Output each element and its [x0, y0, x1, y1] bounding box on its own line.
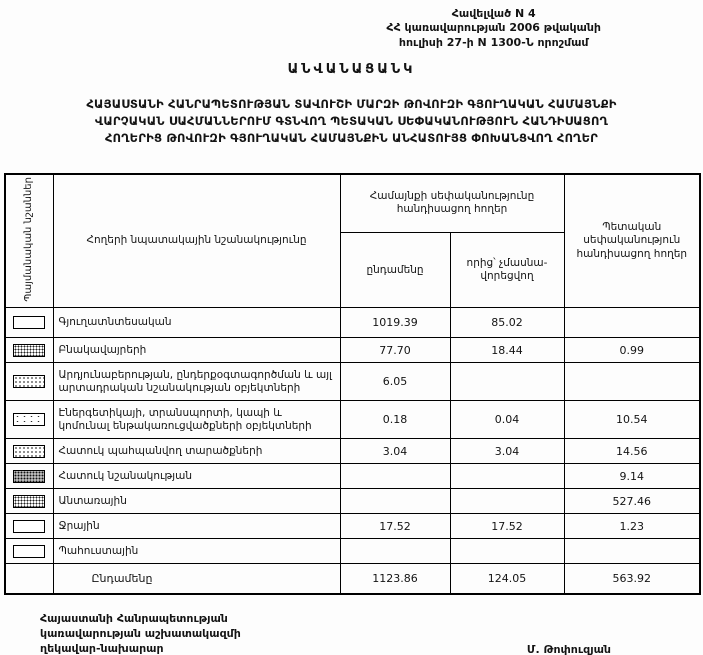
land-category-label: Բնակավայրերի [53, 338, 340, 363]
value-not-privatized [450, 363, 564, 401]
legend-symbol-cell-empty [5, 564, 53, 594]
signature-name: Մ. Թոփուզյան [526, 643, 611, 655]
land-category-label: Հատուկ պահպանվող տարածքների [53, 439, 340, 464]
legend-symbol-cell [5, 539, 53, 564]
legend-pattern-icon [13, 375, 45, 388]
value-not-privatized: 17.52 [450, 514, 564, 539]
land-category-label: Պահուստային [53, 539, 340, 564]
table-header-row-1 [5, 174, 700, 233]
purpose-column-header: Հողերի նպատակային նշանակությունը [53, 174, 340, 308]
table-row [5, 489, 700, 514]
value-community-total: 3.04 [340, 439, 450, 464]
legend-pattern-icon [13, 445, 45, 458]
value-community-total: 0.18 [340, 401, 450, 439]
legend-pattern-icon [13, 413, 45, 426]
legend-symbol-cell [5, 308, 53, 338]
legend-pattern-icon [13, 495, 45, 508]
total-row [5, 564, 700, 594]
value-state [564, 363, 700, 401]
legend-symbol-cell [5, 338, 53, 363]
value-not-privatized: 0.04 [450, 401, 564, 439]
value-not-privatized: 18.44 [450, 338, 564, 363]
total-community: 1123.86 [340, 564, 450, 594]
legend-pattern-icon [13, 545, 45, 558]
value-state [564, 539, 700, 564]
subtitle-line-3: ՀՈՂԵՐԻՑ ԹՈՎՈՒԶԻ ԳՅՈՒՂԱԿԱՆ ՀԱՄԱՅՆՔԻՆ ԱՆՀԱՏՈՒՅՑ ՓՈԽԱՆՑՎՈՂ ՀՈՂԵՐ [104, 131, 599, 146]
value-not-privatized [450, 489, 564, 514]
appendix-line-1: Հավելված N 4 [451, 7, 536, 20]
document-title: ԱՆՎԱՆԱՑԱՆԿ [287, 61, 416, 77]
value-state: 10.54 [564, 401, 700, 439]
table-row [5, 308, 700, 338]
value-not-privatized: 3.04 [450, 439, 564, 464]
value-state: 14.56 [564, 439, 700, 464]
subtitle-line-1: ՀԱՅԱՍՏԱՆԻ ՀԱՆՐԱՊԵՏՈՒԹՅԱՆ ՏԱՎՈՒՇԻ ՄԱՐԶԻ ԹՈՎՈՒԶԻ ԳՅՈՒՂԱԿԱՆ ՀԱՄԱՅՆՔԻ [86, 96, 617, 111]
value-community-total [340, 464, 450, 489]
appendix-line-3: հուլիսի 27-ի N 1300-Ն որոշմամ [398, 35, 589, 49]
value-state: 9.14 [564, 464, 700, 489]
table-row [5, 514, 700, 539]
land-distribution-table [4, 173, 701, 595]
legend-pattern-icon [13, 520, 45, 533]
state-column-header: Պետական սեփականություն հանդիսացող հողեր [564, 174, 700, 308]
value-state [564, 308, 700, 338]
value-state: 1.23 [564, 514, 700, 539]
total-column-header: ընդամենը [340, 233, 450, 308]
appendix-reference [386, 7, 601, 50]
legend-pattern-icon [13, 470, 45, 483]
table-row [5, 539, 700, 564]
value-not-privatized: 85.02 [450, 308, 564, 338]
land-category-label: Գյուղատնտեսական [53, 308, 340, 338]
total-row-label: Ընդամենը [53, 564, 340, 594]
total-not-privatized: 124.05 [450, 564, 564, 594]
land-category-label: Անտառային [53, 489, 340, 514]
legend-column-header-label: Պայմանական նշաններ [23, 176, 35, 302]
footer-line-3: ղեկավար-նախարար [40, 641, 164, 655]
table-row [5, 464, 700, 489]
value-community-total: 17.52 [340, 514, 450, 539]
legend-column-header [5, 174, 53, 308]
footer-line-1: Հայաստանի Հանրապետության [40, 611, 228, 625]
land-category-label: Հատուկ նշանակության [53, 464, 340, 489]
value-community-total [340, 489, 450, 514]
footer-office [40, 612, 241, 655]
legend-symbol-cell [5, 489, 53, 514]
value-not-privatized [450, 539, 564, 564]
legend-symbol-cell [5, 514, 53, 539]
not-privatized-column-header: որից՝ չմասնավորեցվող [450, 233, 564, 308]
land-category-label: Արդյունաբերության, ընդերքօգտագործման և այլ արտադրական նշանակության օբյեկտների [53, 363, 340, 401]
document-footer [4, 612, 699, 655]
legend-symbol-cell [5, 363, 53, 401]
value-community-total: 1019.39 [340, 308, 450, 338]
value-not-privatized [450, 464, 564, 489]
legend-pattern-icon [13, 316, 45, 329]
value-state: 527.46 [564, 489, 700, 514]
legend-pattern-icon [13, 344, 45, 357]
land-category-label: Ջրային [53, 514, 340, 539]
footer-line-2: կառավարության աշխատակազմի [40, 626, 241, 640]
value-community-total: 77.70 [340, 338, 450, 363]
value-community-total: 6.05 [340, 363, 450, 401]
community-group-header: Համայնքի սեփականությունը հանդիսացող հողեր [340, 174, 564, 233]
appendix-line-2: ՀՀ կառավարության 2006 թվականի [386, 21, 601, 35]
subtitle-line-2: ՎԱՐՉԱԿԱՆ ՍԱՀՄԱՆՆԵՐՈՒՄ ԳՏՆՎՈՂ ՊԵՏԱԿԱՆ ՍԵՓԱԿԱՆՈՒԹՅՈՒՆ ՀԱՆԴԻՍԱՑՈՂ [94, 114, 609, 129]
legend-symbol-cell [5, 439, 53, 464]
document-subtitle [4, 96, 699, 148]
table-row [5, 363, 700, 401]
table-row [5, 338, 700, 363]
legend-symbol-cell [5, 464, 53, 489]
value-state: 0.99 [564, 338, 700, 363]
legend-symbol-cell [5, 401, 53, 439]
table-row [5, 401, 700, 439]
table-row [5, 439, 700, 464]
total-state: 563.92 [564, 564, 700, 594]
land-category-label: Էներգետիկայի, տրանսպորտի, կապի և կոմունալ ենթակառուցվածքների օբյեկտների [53, 401, 340, 439]
value-community-total [340, 539, 450, 564]
